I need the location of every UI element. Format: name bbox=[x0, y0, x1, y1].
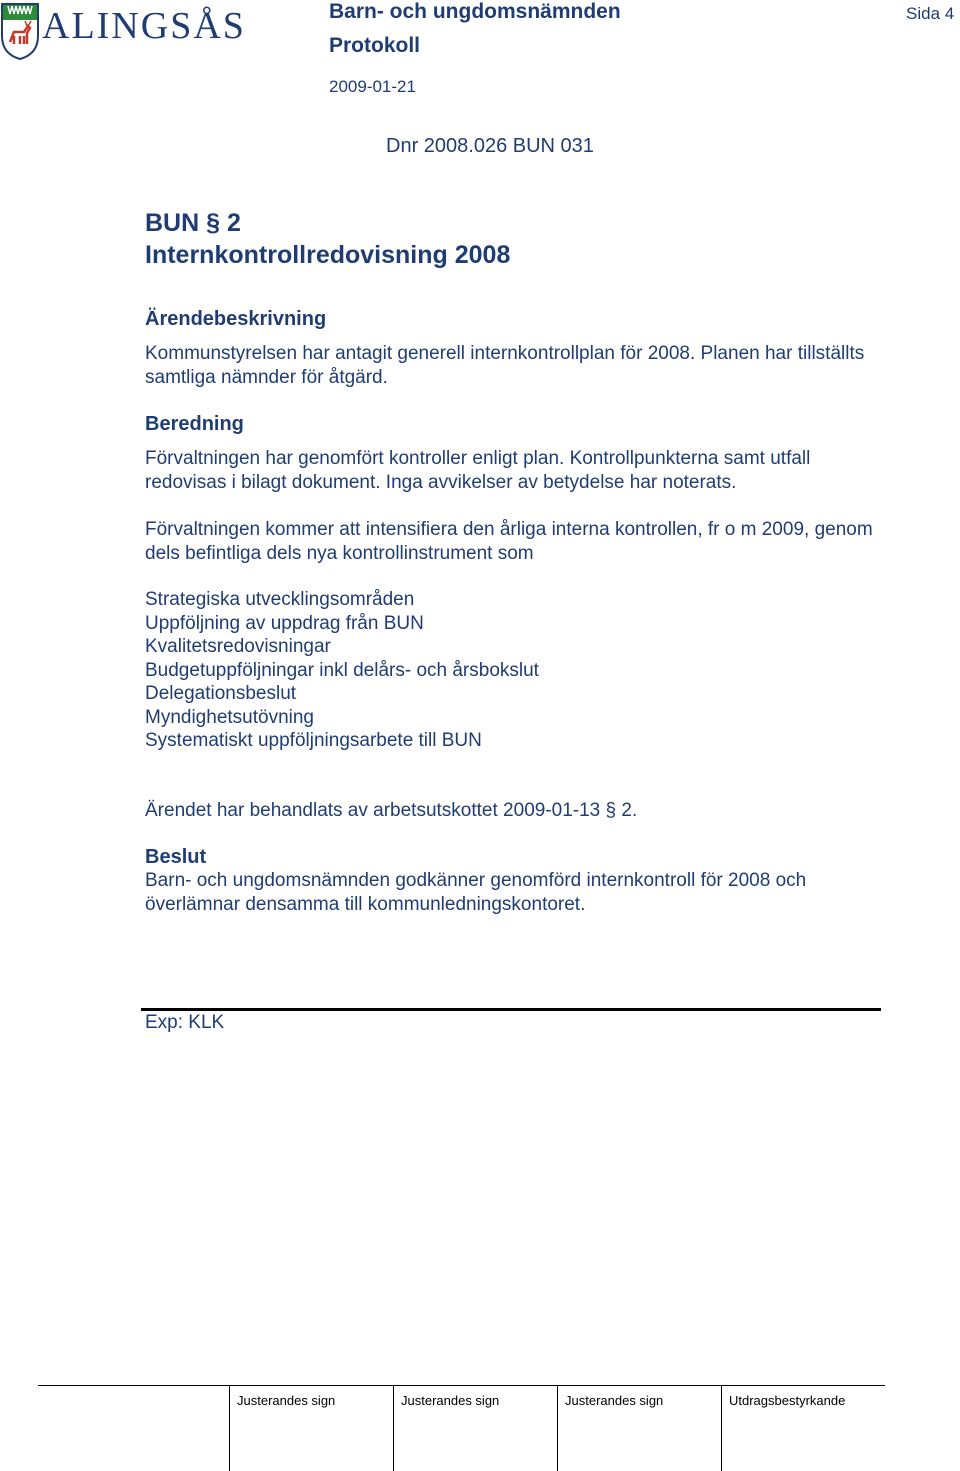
section-number: BUN § 2 bbox=[145, 209, 241, 237]
footer-separator bbox=[229, 1385, 230, 1471]
footer-separator bbox=[557, 1385, 558, 1471]
diary-number: Dnr 2008.026 BUN 031 bbox=[386, 135, 594, 157]
arbetsutskott-note: Ärendet har behandlats av arbetsutskottet 2009-01-13 § 2. bbox=[145, 800, 638, 821]
document-type: Protokoll bbox=[329, 34, 421, 57]
beslut-heading: Beslut bbox=[145, 846, 207, 868]
coat-of-arms-icon bbox=[0, 2, 40, 60]
footer-separator bbox=[721, 1385, 722, 1471]
document-date: 2009-01-21 bbox=[329, 77, 416, 96]
footer-separator bbox=[393, 1385, 394, 1471]
beredning-text-2: Förvaltningen kommer att intensifiera den årliga interna kontrollen, fr o m 2009, genom dels befintliga dels nya kontrollinstrument som bbox=[145, 519, 873, 564]
page-title bbox=[145, 207, 510, 271]
list-item: Budgetuppföljningar inkl delårs- och årsbokslut bbox=[145, 659, 539, 681]
beredning-text: Förvaltningen har genomfört kontroller enligt plan. Kontrollpunkterna samt utfall redovisas i bilagt dokument. Inga avvikelser av betydelse har noterats. bbox=[145, 448, 811, 493]
alingsas-logo bbox=[0, 0, 260, 62]
arendebeskrivning-heading: Ärendebeskrivning bbox=[145, 308, 327, 330]
divider bbox=[141, 1008, 881, 1011]
footer-divider bbox=[38, 1385, 885, 1386]
list-item: Systematiskt uppföljningsarbete till BUN bbox=[145, 730, 482, 751]
expedition-note: Exp: KLK bbox=[145, 1012, 225, 1033]
sign-field-2: Justerandes sign bbox=[401, 1393, 500, 1408]
beredning-heading: Beredning bbox=[145, 413, 244, 435]
sign-field-3: Justerandes sign bbox=[565, 1393, 664, 1408]
arendebeskrivning-text: Kommunstyrelsen har antagit generell internkontrollplan för 2008. Planen har tillställts samtliga nämnder för åtgärd. bbox=[145, 343, 865, 388]
sign-field-1: Justerandes sign bbox=[237, 1393, 336, 1408]
list-item: Myndighetsutövning bbox=[145, 706, 314, 728]
list-item: Strategiska utvecklingsområden bbox=[145, 589, 415, 610]
list-item: Uppföljning av uppdrag från BUN bbox=[145, 612, 424, 634]
beslut-text: Barn- och ungdomsnämnden godkänner genomförd internkontroll för 2008 och överlämnar densamma till kommunledningskontoret. bbox=[145, 870, 807, 915]
page-number: Sida 4 bbox=[906, 4, 955, 23]
organization-name: Barn- och ungdomsnämnden bbox=[329, 0, 621, 23]
logo-text: ALINGSÅS bbox=[42, 5, 246, 47]
list-item: Delegationsbeslut bbox=[145, 683, 297, 704]
list-item: Kvalitetsredovisningar bbox=[145, 636, 331, 657]
certification-field: Utdragsbestyrkande bbox=[729, 1393, 846, 1408]
section-title: Internkontrollredovisning 2008 bbox=[145, 241, 511, 269]
control-instrument-list bbox=[145, 588, 905, 753]
